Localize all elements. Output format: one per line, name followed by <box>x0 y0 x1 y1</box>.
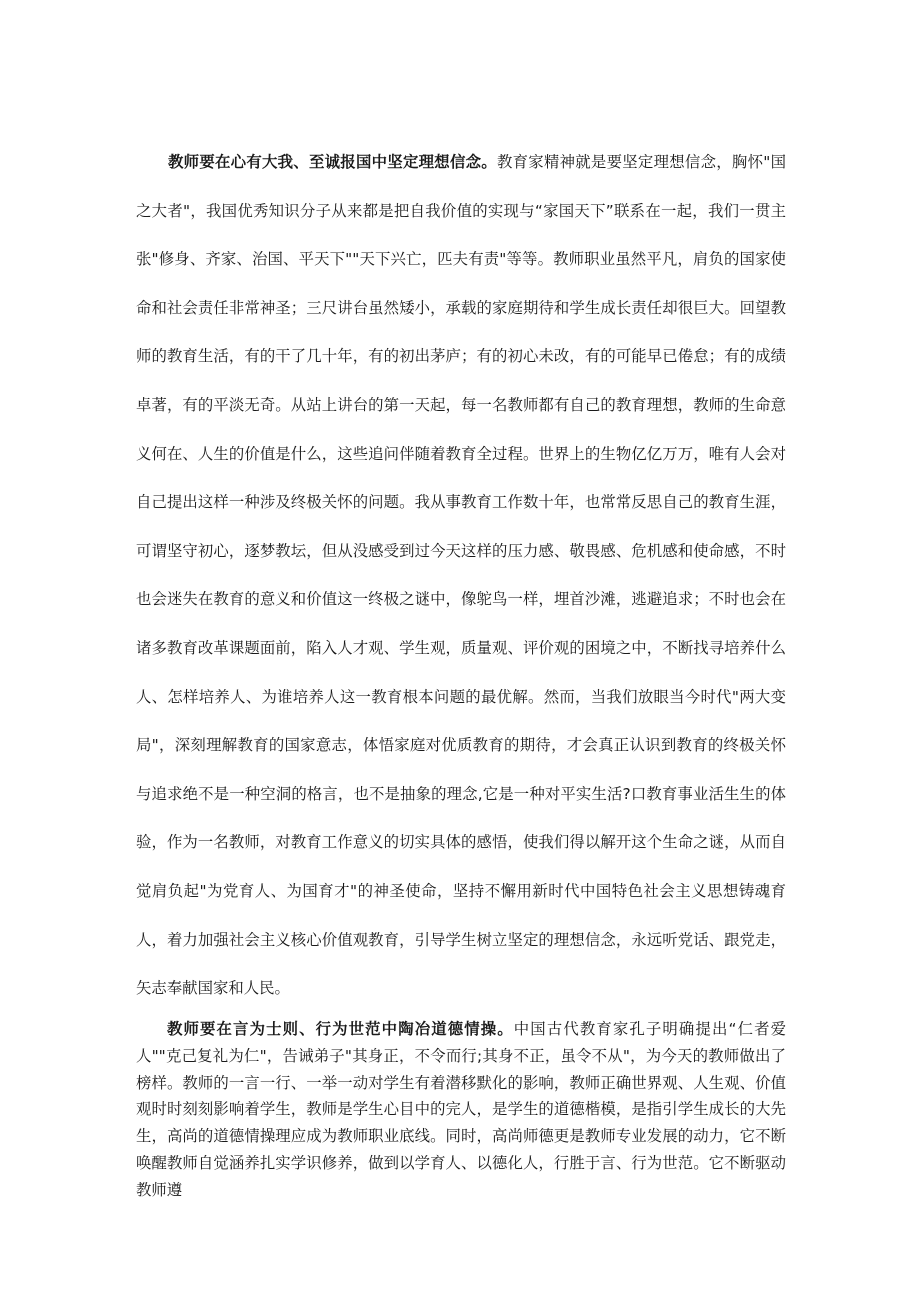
paragraph-ideals <box>136 138 786 1013</box>
paragraph-heading: 教师要在心有大我、至诚报国中坚定理想信念。 <box>168 153 497 171</box>
paragraph-body: 中国古代教育家孔子明确提出“仁者爱人""克己复礼为仁"，告诫弟子"其身正，不令而行;其身不正，虽令不从"，为今天的教师做出了榜样。教师的一言一行、一举一动对学生有着潜移默化的影响，教师正确世界观、人生观、价值观时时刻刻影响着学生，教师是学生心目中的完人，是学生的道德楷模，是指引学生成长的大先生，高尚的道德情操理应成为教师职业底线。同时，高尚师德更是教师专业发展的动力，它不断唤醒教师自觉涵养扎实学识修养，做到以学育人、以德化人，行胜于言、行为世范。它不断驱动教师遵 <box>136 1020 786 1199</box>
paragraph-body: 教育家精神就是要坚定理想信念，胸怀"国之大者"，我国优秀知识分子从来都是把自我价值的实现与“家国天下”联系在一起，我们一贯主张"修身、齐家、治国、平天下""天下兴亡，匹夫有责"等等。教师职业虽然平凡，肩负的国家使命和社会责任非常神圣；三尺讲台虽然矮小，承载的家庭期待和学生成长责任却很巨大。回望教师的教育生活，有的干了几十年，有的初出茅庐；有的初心未改，有的可能早已倦怠；有的成绩卓著，有的平淡无奇。从站上讲台的第一天起，每一名教师都有自己的教育理想，教师的生命意义何在、人生的价值是什么，这些追问伴随着教育全过程。世界上的生物亿亿万万，唯有人会对自己提出这样一种涉及终极关怀的问题。我从事教育工作数十年，也常常反思自己的教育生涯，可谓坚守初心，逐梦教坛，但从没感受到过今天这样的压力感、敬畏感、危机感和使命感，不时也会迷失在教育的意义和价值这一终极之谜中，像鸵鸟一样，埋首沙滩，逃避追求；不时也会在诸多教育改革课题面前，陷入人才观、学生观，质量观、评价观的困境之中，不断找寻培养什么人、怎样培养人、为谁培养人这一教育根本问题的最优解。然而，当我们放眼当今时代"两大变局"，深刻理解教育的国家意志，体悟家庭对优质教育的期待，才会真正认识到教育的终极关怀与追求绝不是一种空洞的格言，也不是抽象的理念,它是一种对平实生活?口教育事业活生生的体验，作为一名教师，对教育工作意义的切实具体的感悟，使我们得以解开这个生命之谜，从而自觉肩负起"为党育人、为国育才"的神圣使命，坚持不懈用新时代中国特色社会主义思想铸魂育人，着力加强社会主义核心价值观教育，引导学生树立坚定的理想信念，永远听党话、跟党走，矢志奉献国家和人民。 <box>136 153 786 998</box>
paragraph-ethics <box>136 1016 786 1204</box>
paragraph-heading: 教师要在言为士则、行为世范中陶冶道德情操。 <box>167 1020 514 1038</box>
